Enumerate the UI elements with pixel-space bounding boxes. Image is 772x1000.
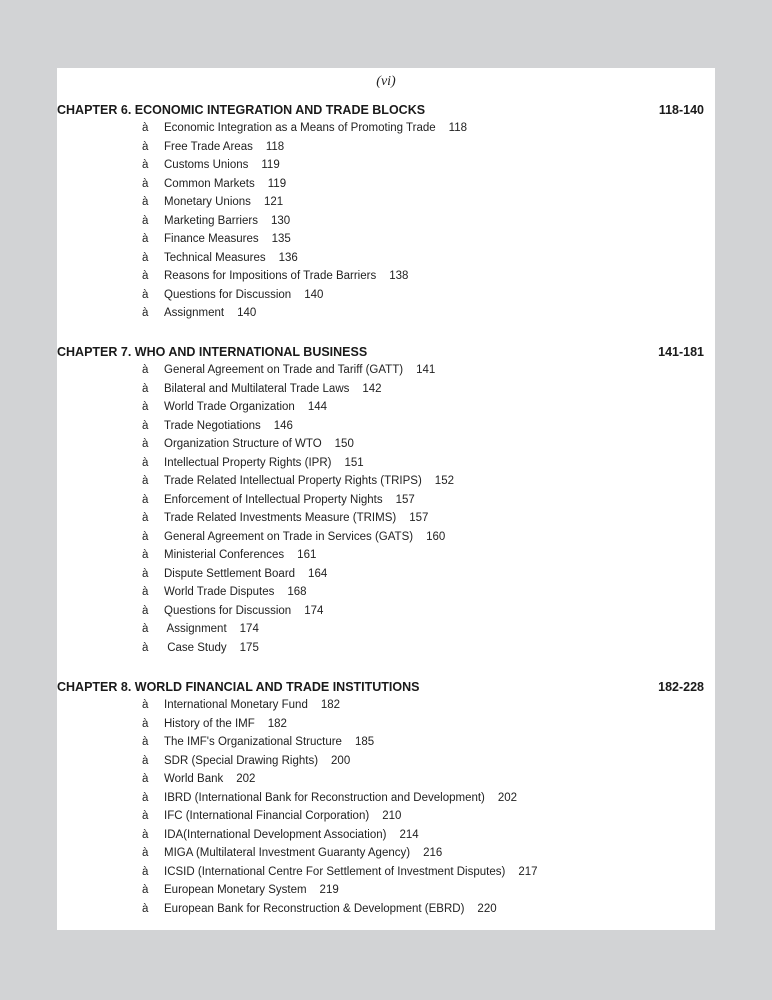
entry-title: Intellectual Property Rights (IPR) — [164, 456, 332, 469]
bullet-icon: à — [142, 456, 149, 469]
entry-page-number: 220 — [477, 902, 497, 915]
entry-title: Economic Integration as a Means of Promoting Trade — [164, 122, 436, 134]
chapter-heading — [57, 103, 704, 117]
toc-entry — [142, 718, 287, 730]
bullet-icon: à — [142, 530, 149, 543]
entry-title: Assignment — [164, 623, 227, 635]
entry-page-number: 168 — [287, 586, 307, 598]
chapter-heading — [57, 680, 704, 694]
toc-entry — [142, 438, 354, 450]
entry-title: Trade Related Investments Measure (TRIMS) — [164, 512, 397, 524]
toc-entry — [142, 586, 307, 598]
bullet-icon: à — [142, 902, 149, 915]
entry-page-number: 130 — [270, 214, 291, 227]
bullet-icon: à — [142, 865, 149, 878]
toc-entry — [142, 623, 259, 635]
toc-entry — [142, 401, 327, 413]
entry-page-number: 118 — [265, 140, 285, 153]
entry-page-number: 150 — [334, 438, 354, 450]
bullet-icon: à — [142, 586, 149, 598]
bullet-icon: à — [142, 549, 149, 561]
toc-entry — [142, 736, 374, 748]
bullet-icon: à — [142, 251, 149, 264]
toc-entry — [142, 178, 286, 190]
entry-page-number: 174 — [239, 623, 259, 635]
entry-page-number: 151 — [344, 456, 364, 469]
entry-title: Technical Measures — [164, 251, 266, 264]
bullet-icon: à — [142, 512, 149, 524]
entry-title: Bilateral and Multilateral Trade Laws — [164, 382, 350, 395]
toc-entry — [142, 512, 428, 524]
entry-title: Assignment — [164, 307, 225, 319]
toc-entry — [142, 810, 401, 822]
entry-page-number: 140 — [304, 288, 324, 301]
bullet-icon: à — [142, 641, 149, 654]
toc-entry — [142, 605, 323, 617]
bullet-icon: à — [142, 307, 149, 319]
entry-page-number: 164 — [308, 567, 328, 580]
entry-page-number: 142 — [362, 382, 382, 395]
entry-page-number: 146 — [273, 419, 293, 432]
entry-title: Questions for Discussion — [164, 288, 292, 301]
entry-page-number: 202 — [236, 773, 256, 785]
entry-title: IFC (International Financial Corporation) — [164, 810, 370, 822]
entry-title: History of the IMF — [164, 717, 255, 730]
toc-entry — [142, 364, 435, 376]
bullet-icon: à — [142, 159, 149, 171]
entry-title: European Monetary System — [164, 884, 307, 896]
entry-title: Free Trade Areas — [164, 140, 253, 153]
toc-entry — [142, 122, 467, 134]
toc-entry — [142, 307, 256, 319]
entry-page-number: 182 — [267, 717, 287, 730]
bullet-icon: à — [142, 828, 149, 841]
bullet-icon: à — [142, 736, 149, 748]
entry-title: Trade Negotiations — [164, 419, 261, 432]
entry-page-number: 121 — [263, 196, 284, 208]
entry-title: Reasons for Impositions of Trade Barriers — [164, 270, 377, 282]
entry-page-number: 118 — [448, 122, 468, 134]
bullet-icon: à — [142, 233, 149, 245]
entry-title: International Monetary Fund — [164, 699, 308, 711]
entry-title: World Trade Disputes — [164, 586, 275, 598]
toc-entry — [142, 457, 364, 469]
entry-page-number: 141 — [416, 364, 436, 376]
entry-page-number: 200 — [331, 754, 351, 767]
bullet-icon: à — [142, 382, 149, 395]
entry-title: World Bank — [164, 773, 224, 785]
entry-title: Enforcement of Intellectual Property Nights — [164, 493, 383, 506]
bullet-icon: à — [142, 438, 149, 450]
entry-page-number: 185 — [354, 736, 375, 748]
entry-title: ICSID (International Centre For Settlement of Investment Disputes) — [164, 865, 506, 878]
bullet-icon: à — [142, 140, 149, 153]
entry-title: European Bank for Reconstruction & Development (EBRD) — [164, 902, 465, 915]
toc-entry — [142, 549, 316, 561]
entry-page-number: 136 — [278, 251, 298, 264]
entry-page-number: 161 — [297, 549, 317, 561]
bullet-icon: à — [142, 214, 149, 227]
bullet-icon: à — [142, 401, 149, 413]
bullet-icon: à — [142, 196, 149, 208]
entry-page-number: 214 — [399, 828, 419, 841]
page-number: (vi) — [376, 74, 396, 89]
entry-page-number: 157 — [395, 493, 415, 506]
bullet-icon: à — [142, 773, 149, 785]
entry-title: Trade Related Intellectual Property Rights (TRIPS) — [164, 475, 422, 487]
bullet-icon: à — [142, 699, 149, 711]
bullet-icon: à — [142, 122, 149, 134]
entry-page-number: 138 — [389, 270, 409, 282]
entry-title: Finance Measures — [164, 233, 259, 245]
toc-entry — [142, 141, 284, 153]
toc-entry — [142, 903, 497, 915]
toc-entry — [142, 866, 538, 878]
bullet-icon: à — [142, 791, 149, 804]
chapter-title: CHAPTER 7. WHO AND INTERNATIONAL BUSINESS — [57, 345, 368, 359]
entry-title: Case Study — [164, 641, 227, 654]
toc-page — [57, 68, 715, 930]
toc-entry — [142, 847, 442, 859]
entry-title: World Trade Organization — [164, 401, 295, 413]
entry-page-number: 210 — [382, 810, 402, 822]
entry-title: General Agreement on Trade in Services (GATS) — [164, 530, 414, 543]
bullet-icon: à — [142, 847, 149, 859]
chapter-title: CHAPTER 8. WORLD FINANCIAL AND TRADE INSTITUTIONS — [57, 680, 420, 694]
toc-entry — [142, 270, 408, 282]
bullet-icon: à — [142, 754, 149, 767]
toc-entry — [142, 494, 415, 506]
entry-title: IBRD (International Bank for Reconstruction and Development) — [164, 791, 485, 804]
bullet-icon: à — [142, 177, 149, 190]
chapter-title: CHAPTER 6. ECONOMIC INTEGRATION AND TRADE BLOCKS — [57, 103, 426, 117]
entry-page-number: 182 — [320, 699, 341, 711]
bullet-icon: à — [142, 717, 149, 730]
chapter-page-range: 141-181 — [658, 345, 704, 359]
bullet-icon: à — [142, 364, 149, 376]
bullet-icon: à — [142, 884, 149, 896]
entry-title: IDA(International Development Association) — [164, 828, 387, 841]
bullet-icon: à — [142, 623, 149, 635]
entry-title: MIGA (Multilateral Investment Guaranty Agency) — [164, 847, 411, 859]
entry-title: Questions for Discussion — [164, 604, 292, 617]
entry-title: Dispute Settlement Board — [164, 567, 296, 580]
entry-page-number: 119 — [261, 159, 280, 171]
toc-entry — [142, 773, 255, 785]
bullet-icon: à — [142, 419, 149, 432]
toc-entry — [142, 699, 340, 711]
bullet-icon: à — [142, 493, 149, 506]
toc-entry — [142, 233, 291, 245]
toc-entry — [142, 792, 517, 804]
bullet-icon: à — [142, 810, 149, 822]
entry-title: Monetary Unions — [164, 196, 251, 208]
entry-page-number: 144 — [307, 401, 328, 413]
bullet-icon: à — [142, 288, 149, 301]
entry-page-number: 216 — [423, 847, 443, 859]
entry-page-number: 219 — [319, 884, 339, 896]
toc-entry — [142, 531, 445, 543]
toc-entry — [142, 642, 259, 654]
entry-page-number: 157 — [409, 512, 429, 524]
toc-entry — [142, 884, 339, 896]
chapter-page-range: 118-140 — [658, 103, 704, 117]
entry-page-number: 175 — [239, 641, 259, 654]
entry-title: Ministerial Conferences — [164, 549, 285, 561]
toc-entry — [142, 159, 280, 171]
toc-entry — [142, 755, 350, 767]
entry-page-number: 119 — [267, 177, 287, 190]
toc-entry — [142, 829, 419, 841]
entry-title: Organization Structure of WTO — [164, 438, 322, 450]
entry-title: General Agreement on Trade and Tariff (GATT) — [164, 364, 404, 376]
bullet-icon: à — [142, 475, 149, 487]
chapter-heading — [57, 345, 704, 359]
entry-page-number: 202 — [497, 791, 518, 804]
toc-entry — [142, 568, 327, 580]
entry-title: Customs Unions — [164, 159, 249, 171]
entry-page-number: 152 — [434, 475, 454, 487]
bullet-icon: à — [142, 567, 149, 580]
entry-title: Marketing Barriers — [164, 214, 258, 227]
toc-entry — [142, 252, 298, 264]
entry-title: Common Markets — [164, 177, 255, 190]
toc-entry — [142, 289, 323, 301]
chapter-page-range: 182-228 — [658, 680, 704, 694]
entry-page-number: 160 — [426, 530, 446, 543]
bullet-icon: à — [142, 270, 149, 282]
toc-entry — [142, 475, 454, 487]
entry-page-number: 217 — [518, 865, 538, 878]
toc-entry — [142, 420, 293, 432]
entry-title: The IMF's Organizational Structure — [164, 736, 342, 748]
entry-page-number: 140 — [237, 307, 257, 319]
entry-page-number: 174 — [304, 604, 324, 617]
toc-entry — [142, 215, 290, 227]
toc-entry — [142, 383, 382, 395]
entry-page-number: 135 — [271, 233, 291, 245]
entry-title: SDR (Special Drawing Rights) — [164, 754, 319, 767]
toc-entry — [142, 196, 283, 208]
bullet-icon: à — [142, 604, 149, 617]
